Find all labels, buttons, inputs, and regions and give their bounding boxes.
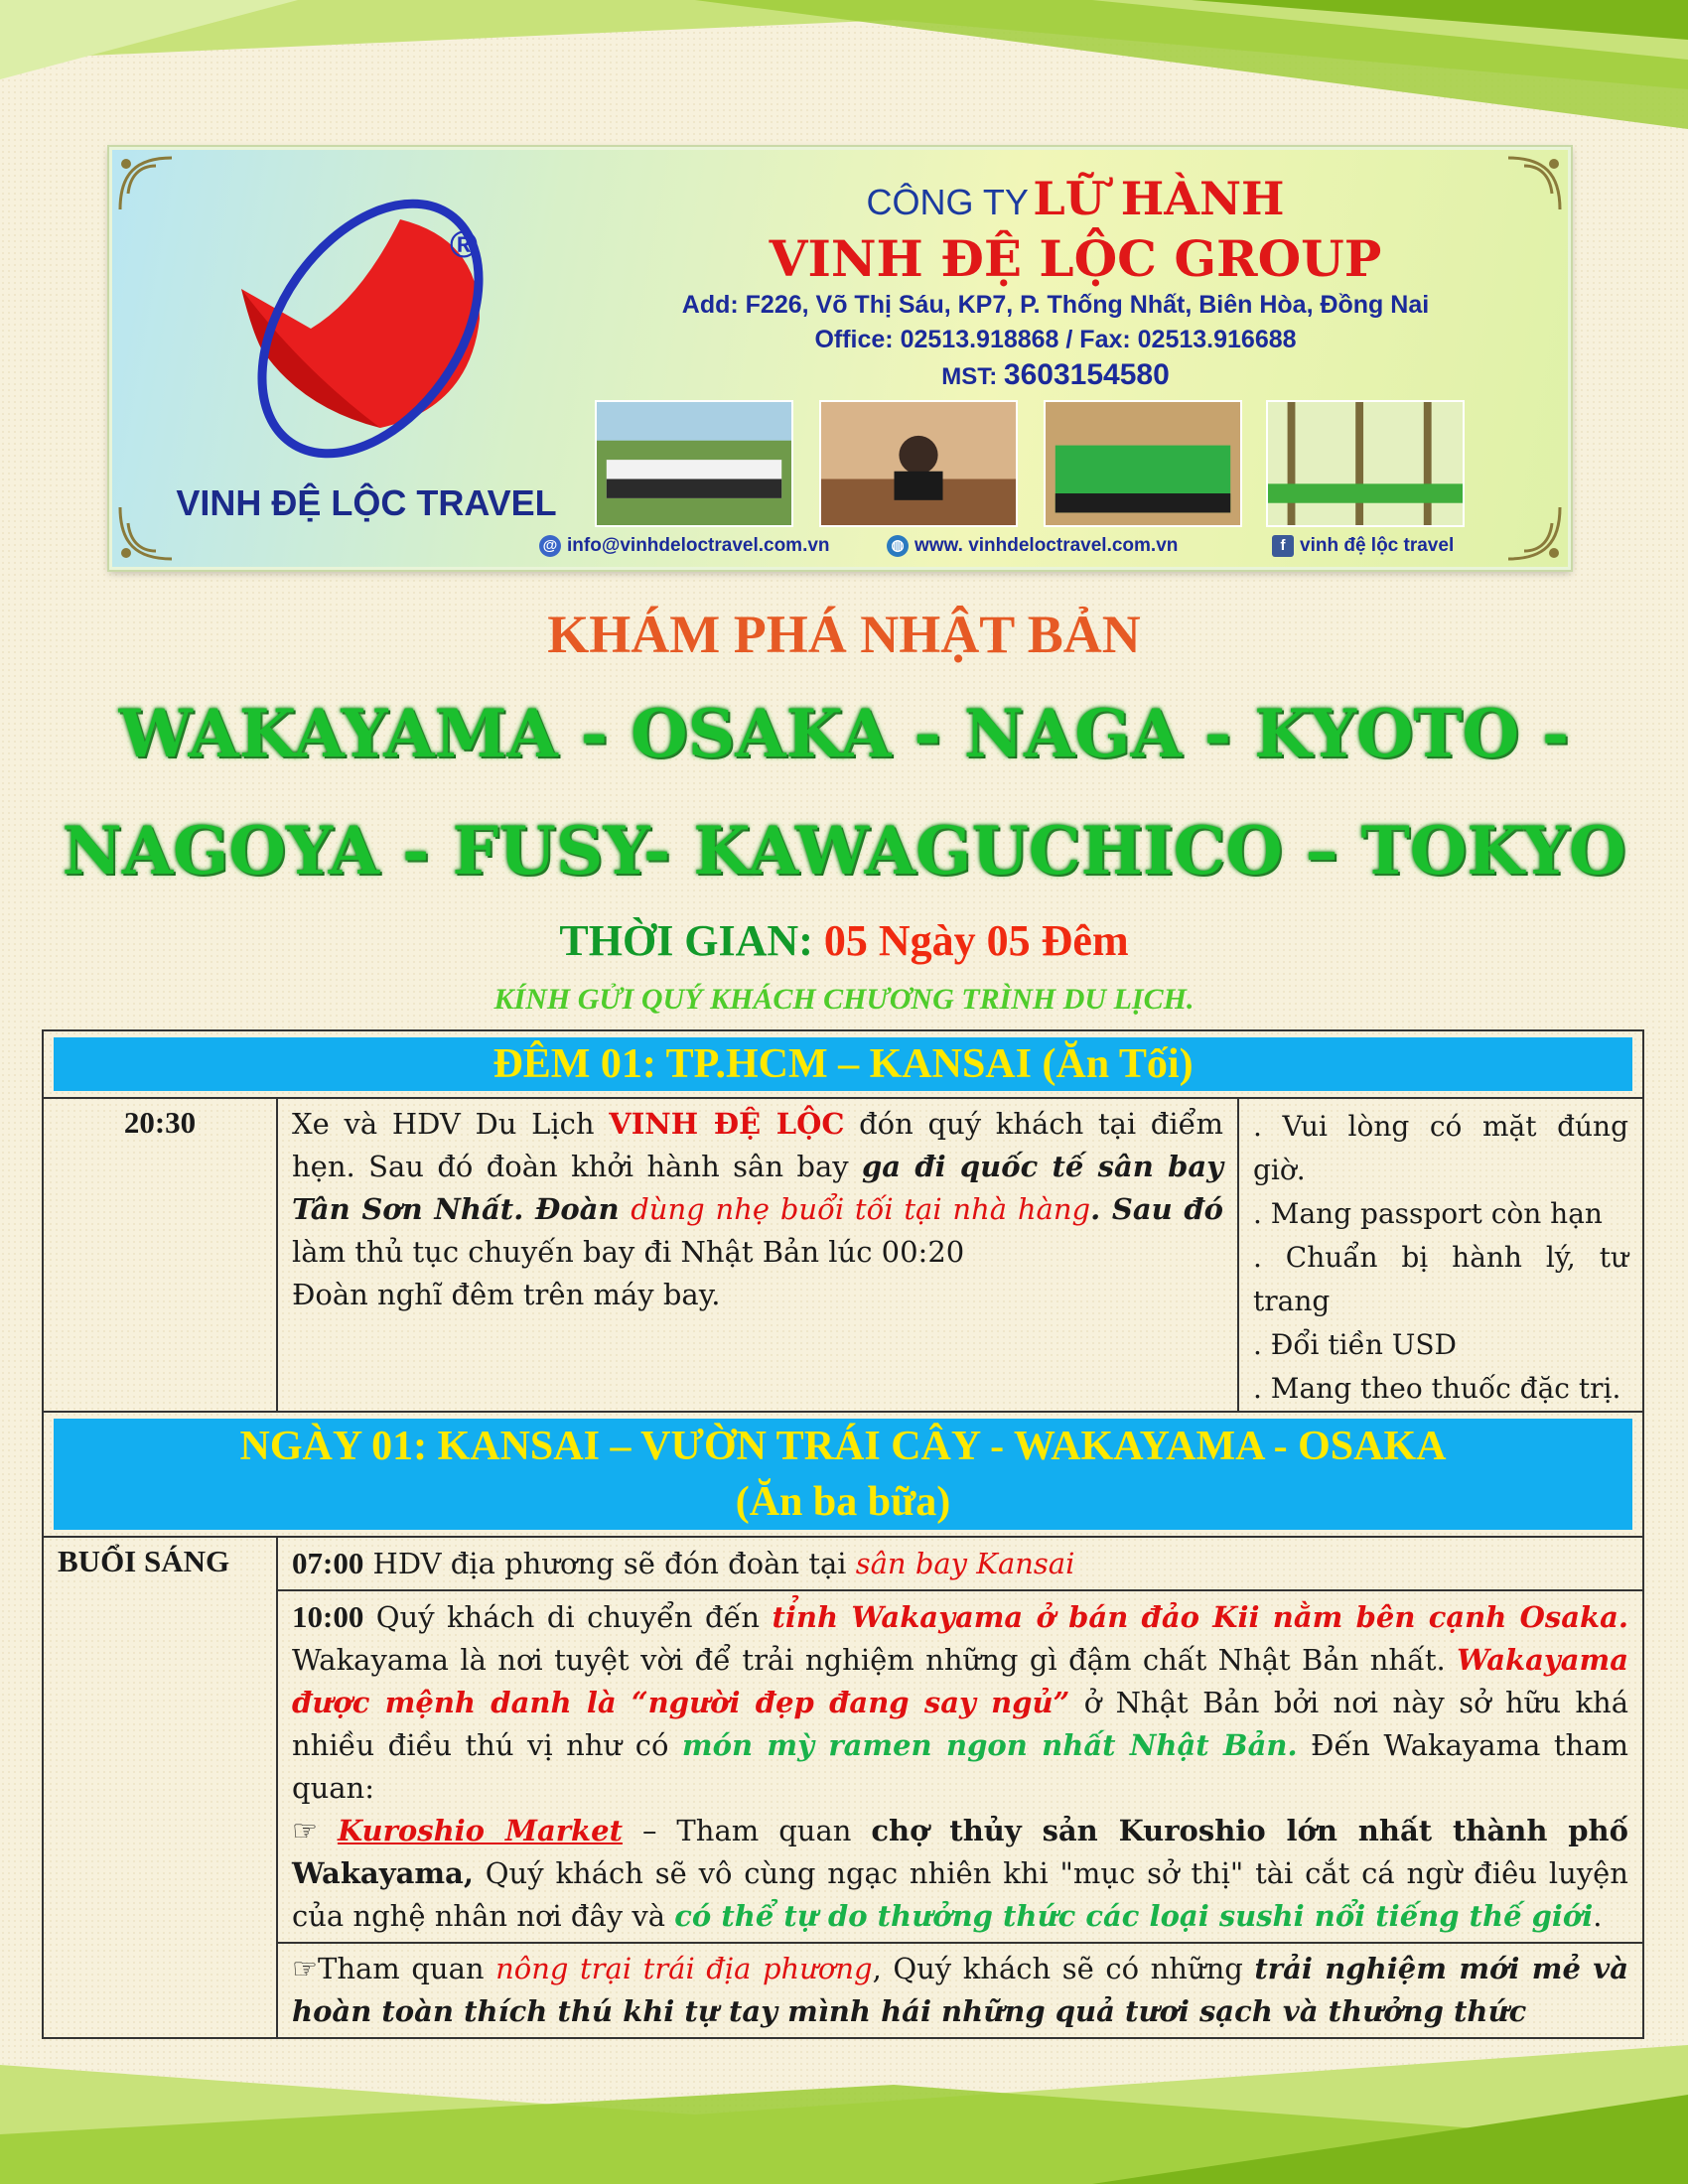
text-run: đón quý khách tại điểm hẹn. Sau đó đoàn khởi hành sân bay	[292, 1107, 1223, 1183]
registered-mark: ®	[450, 224, 478, 266]
text-run: . Sau đó	[1090, 1192, 1223, 1226]
corner-ornament-icon	[1504, 154, 1564, 213]
website-contact[interactable]	[887, 535, 1178, 557]
top-decoration	[0, 0, 1688, 169]
facebook-text: vinh đệ lộc travel	[1300, 535, 1455, 557]
text-run: Kuroshio Market	[337, 1814, 623, 1847]
day1-morning-events	[278, 1538, 1642, 2037]
company-office: Office: 02513.918868 / Fax: 02513.916688	[814, 326, 1297, 353]
globe-icon: ◍	[887, 535, 909, 557]
team-photo	[1044, 400, 1242, 527]
text-run: tỉnh Wakayama ở bán đảo Kii nằm bên cạnh Osaka.	[772, 1600, 1628, 1634]
text-run: Quý khách di chuyển đến	[363, 1600, 773, 1634]
text-run: Đoàn nghĩ đêm trên máy bay.	[292, 1278, 721, 1311]
night1-row	[44, 1097, 1642, 1411]
text-run: làm thủ tục chuyến bay đi Nhật Bản lúc 00:20	[292, 1235, 965, 1269]
night1-time: 20:30	[44, 1099, 278, 1411]
company-prefix: CÔNG TY	[866, 182, 1029, 222]
text-run: trải nghiệm mới mẻ và hoàn toàn thích thú khi tự tay mình hái những quả tươi sạch và thưởng thức	[292, 1952, 1629, 2028]
text-run: món mỳ ramen ngon nhất Nhật Bản.	[681, 1728, 1298, 1762]
text-run: HDV địa phương sẽ đón đoàn tại	[363, 1547, 856, 1580]
photo-strip	[595, 400, 1508, 527]
route-title-line2: NAGOYA - FUSY- KAWAGUCHICO – TOKYO	[62, 812, 1626, 889]
text-run: Tham quan	[318, 1952, 496, 1985]
night1-description	[278, 1099, 1237, 1411]
text-run: Wakayama là nơi tuyệt vời để trải nghiệm những gì đậm chất Nhật Bản nhất.	[292, 1643, 1458, 1677]
company-address: Add: F226, Võ Thị Sáu, KP7, P. Thống Nhất, Biên Hòa, Đồng Nai	[681, 291, 1430, 319]
note-item: . Mang theo thuốc đặc trị.	[1253, 1372, 1621, 1405]
day1-header	[54, 1419, 1632, 1530]
day1-header-line1: NGÀY 01: KANSAI – VƯỜN TRÁI CÂY - WAKAYAMA - OSAKA	[239, 1424, 1447, 1469]
text-run: Đến Wakayama tham quan:	[292, 1728, 1628, 1805]
duration-value: 05 Ngày 05 Đêm	[823, 916, 1129, 965]
website-text: www. vinhdeloctravel.com.vn	[914, 535, 1179, 557]
pointing-hand-icon: ☞	[292, 1814, 338, 1847]
tour-subtitle: KHÁM PHÁ NHẬT BẢN	[547, 605, 1141, 664]
duration-label: THỜI GIAN:	[559, 916, 813, 965]
corner-ornament-icon	[116, 154, 176, 213]
mst-label: MST:	[941, 363, 998, 390]
itinerary-table	[42, 1029, 1644, 2039]
company-highlight: LỮ HÀNH	[1033, 172, 1285, 225]
event-1000	[278, 1589, 1642, 1942]
email-icon: @	[539, 535, 561, 557]
night1-notes	[1237, 1099, 1642, 1411]
brand-name: VINH ĐỆ LỘC TRAVEL	[176, 482, 557, 523]
event-time: 10:00	[292, 1599, 364, 1634]
text-run: Xe và HDV Du Lịch	[292, 1107, 610, 1141]
text-run: , Quý khách sẽ có những	[872, 1952, 1255, 1985]
night1-header: ĐÊM 01: TP.HCM – KANSAI (Ăn Tối)	[54, 1037, 1632, 1091]
company-banner	[109, 147, 1571, 570]
text-run: có thể tự do thưởng thức các loại sushi nổi tiếng thế giới	[674, 1899, 1594, 1933]
route-title-line1: WAKAYAMA - OSAKA - NAGA - KYOTO -	[118, 695, 1570, 772]
text-run: ở Nhật Bản bởi nơi này sở hữu khá nhiều điều thú vị như có	[292, 1686, 1629, 1762]
contact-strip	[539, 535, 1572, 561]
text-run: .	[1593, 1899, 1603, 1933]
note-item: . Đổi tiền USD	[1253, 1328, 1457, 1361]
text-run: VINH ĐỆ LỘC	[609, 1107, 845, 1141]
text-run: – Tham quan	[622, 1814, 872, 1847]
mst-value: 3603154580	[1003, 358, 1170, 391]
company-tax-id	[539, 358, 1572, 392]
note-item: . Chuẩn bị hành lý, tư trang	[1253, 1241, 1628, 1317]
text-run: nông trại trái địa phương	[495, 1952, 873, 1985]
greeting: KÍNH GỬI QUÝ KHÁCH CHƯƠNG TRÌNH DU LỊCH.	[493, 983, 1195, 1016]
day1-header-wrap	[44, 1411, 1642, 1530]
event-farm	[278, 1942, 1642, 2037]
tour-duration	[0, 915, 1688, 966]
office-photo	[819, 400, 1018, 527]
company-logo	[182, 180, 539, 478]
day1-morning-row	[44, 1536, 1642, 2037]
note-item: . Vui lòng có mặt đúng giờ.	[1253, 1110, 1628, 1186]
bottom-decoration	[0, 2025, 1688, 2184]
email-contact[interactable]	[539, 535, 830, 557]
text-run: dùng nhẹ buổi tối tại nhà hàng	[631, 1192, 1091, 1226]
day1-header-line2: (Ăn ba bữa)	[735, 1479, 951, 1525]
pointing-hand-icon: ☞	[292, 1952, 318, 1985]
text-run: ga đi quốc tế sân bay Tân Sơn Nhất. Đoàn	[292, 1150, 1223, 1226]
email-text: info@vinhdeloctravel.com.vn	[567, 535, 830, 557]
trees-photo	[1266, 400, 1465, 527]
text-run: Quý khách sẽ vô cùng ngạc nhiên khi "mục sở thị" tài cắt cá ngừ điêu luyện của nghệ nhân nơi đây và	[292, 1856, 1628, 1933]
event-0700	[278, 1538, 1642, 1589]
group-photo	[595, 400, 793, 527]
day1-period: BUỔI SÁNG	[44, 1538, 278, 2037]
text-run: sân bay Kansai	[855, 1547, 1075, 1580]
text-run: Wakayama được mệnh danh là “người đẹp đang say ngủ”	[292, 1643, 1628, 1719]
facebook-contact[interactable]	[1272, 535, 1454, 557]
text-run: chợ thủy sản Kuroshio lớn nhất thành phố Wakayama,	[292, 1814, 1628, 1890]
facebook-icon: f	[1272, 535, 1294, 557]
note-item: . Mang passport còn hạn	[1253, 1197, 1603, 1230]
company-line1	[668, 172, 1482, 225]
company-name: VINH ĐỆ LỘC GROUP	[769, 229, 1382, 288]
event-time: 07:00	[292, 1546, 364, 1580]
